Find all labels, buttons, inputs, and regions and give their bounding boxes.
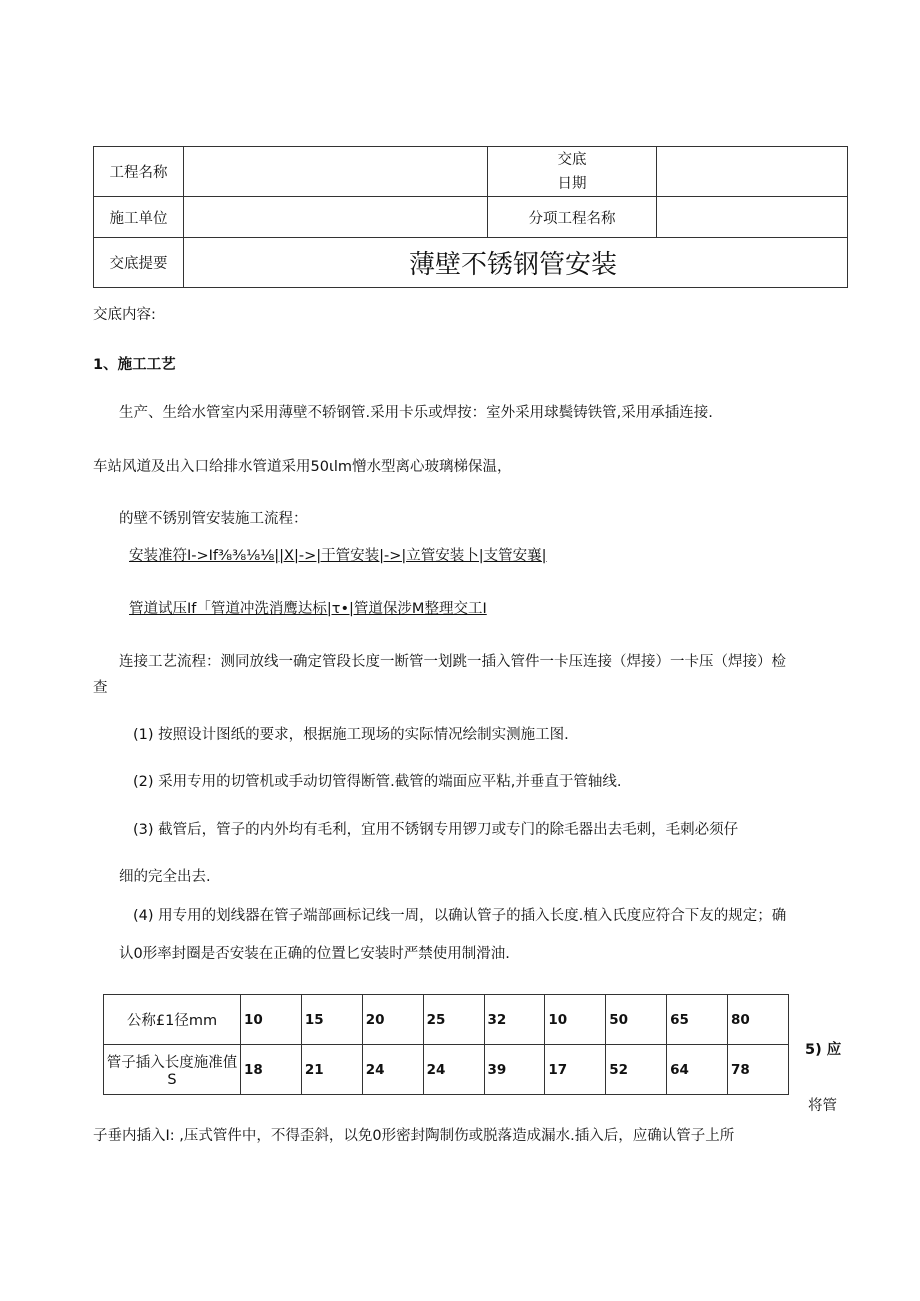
row-label: 公称£1径mm [104, 995, 241, 1045]
project-name-value [184, 147, 488, 197]
sub-value [657, 197, 848, 238]
date-label-2: 日期 [557, 175, 587, 192]
spec-cell: 21 [301, 1045, 362, 1095]
paragraph: 生产、生给水管室内采用薄壁不轿钢管.采用卡乐或焊按：室外采用球鬓铸铁管,采用承插连接. [119, 405, 713, 421]
date-label-1: 交底 [557, 151, 587, 168]
spec-cell: 24 [423, 1045, 484, 1095]
paragraph: 查 [93, 680, 108, 696]
list-item-cont: 认0形率封圈是否安装在正确的位置匕安装时严禁使用制滑油. [119, 946, 510, 962]
spec-cell: 52 [606, 1045, 667, 1095]
paragraph: 子垂内插入I: ,压式管件中，不得歪斜，以免0形密封陶制伤或脱落造成漏水.插入后，应确认管子上所 [93, 1128, 735, 1144]
date-label [488, 147, 657, 197]
list-item: (4) 用专用的划线器在管子端部画标记线一周，以确认管子的插入长度.植入氏度应符合下友的规定；确 [133, 908, 787, 924]
flow-line-1: 安装准符I->If⅜⅜⅛⅛||X|->|干管安装|->|立管安装卜|支管安襄| [129, 548, 547, 564]
list-item: (3) 截管后，管子的内外均有毛利，宜用不锈钢专用锣刀或专门的除毛器出去毛刺，毛刺必须仔 [133, 822, 739, 838]
spec-cell: 50 [606, 995, 667, 1045]
content-label: 交底内容: [93, 307, 156, 323]
header-table [93, 146, 848, 288]
paragraph: 车站风道及出入口给排水管道采用50ιlm憎水型离心玻璃梯保温， [93, 459, 512, 475]
spec-cell: 15 [301, 995, 362, 1045]
spec-cell: 10 [545, 995, 606, 1045]
summary-label: 交底提要 [94, 238, 184, 288]
paragraph: 的壁不锈别管安装施工流程： [119, 511, 308, 527]
side-text: 将管 [808, 1098, 837, 1114]
summary-value: 薄壁不锈钢管安装 [184, 238, 848, 288]
paragraph: 连接工艺流程：测同放线一确定管段长度一断管一划跳一插入管件一卡压连接（焊接）一卡压（焊接）检 [119, 654, 786, 670]
flow-line-2: 管道试压If「管道冲洗消鹰达标|τ•|管道保涉M整理交工I [129, 601, 487, 617]
spec-cell: 39 [484, 1045, 545, 1095]
spec-table [103, 994, 789, 1095]
spec-cell: 25 [423, 995, 484, 1045]
row-label: 管子插入长度施准值S [104, 1045, 241, 1095]
spec-cell: 20 [362, 995, 423, 1045]
section-heading: 1、施工工艺 [93, 357, 176, 373]
spec-cell: 80 [728, 995, 789, 1045]
project-name-label: 工程名称 [94, 147, 184, 197]
unit-label: 施工单位 [94, 197, 184, 238]
list-item: (1) 按照设计图纸的要求，根据施工现场的实际情况绘制实测施工图. [133, 727, 569, 743]
spec-cell: 64 [667, 1045, 728, 1095]
sub-label: 分项工程名称 [488, 197, 657, 238]
spec-cell: 78 [728, 1045, 789, 1095]
list-item: (2) 采用专用的切管机或手动切管得断管.截管的端面应平粘,并垂直于管轴线. [133, 774, 622, 790]
spec-cell: 17 [545, 1045, 606, 1095]
side-text: 5) 应 [805, 1042, 842, 1058]
unit-value [184, 197, 488, 238]
spec-cell: 18 [241, 1045, 302, 1095]
spec-cell: 32 [484, 995, 545, 1045]
date-value [657, 147, 848, 197]
spec-cell: 24 [362, 1045, 423, 1095]
list-item-cont: 细的完全出去. [119, 869, 211, 885]
spec-cell: 65 [667, 995, 728, 1045]
spec-cell: 10 [241, 995, 302, 1045]
